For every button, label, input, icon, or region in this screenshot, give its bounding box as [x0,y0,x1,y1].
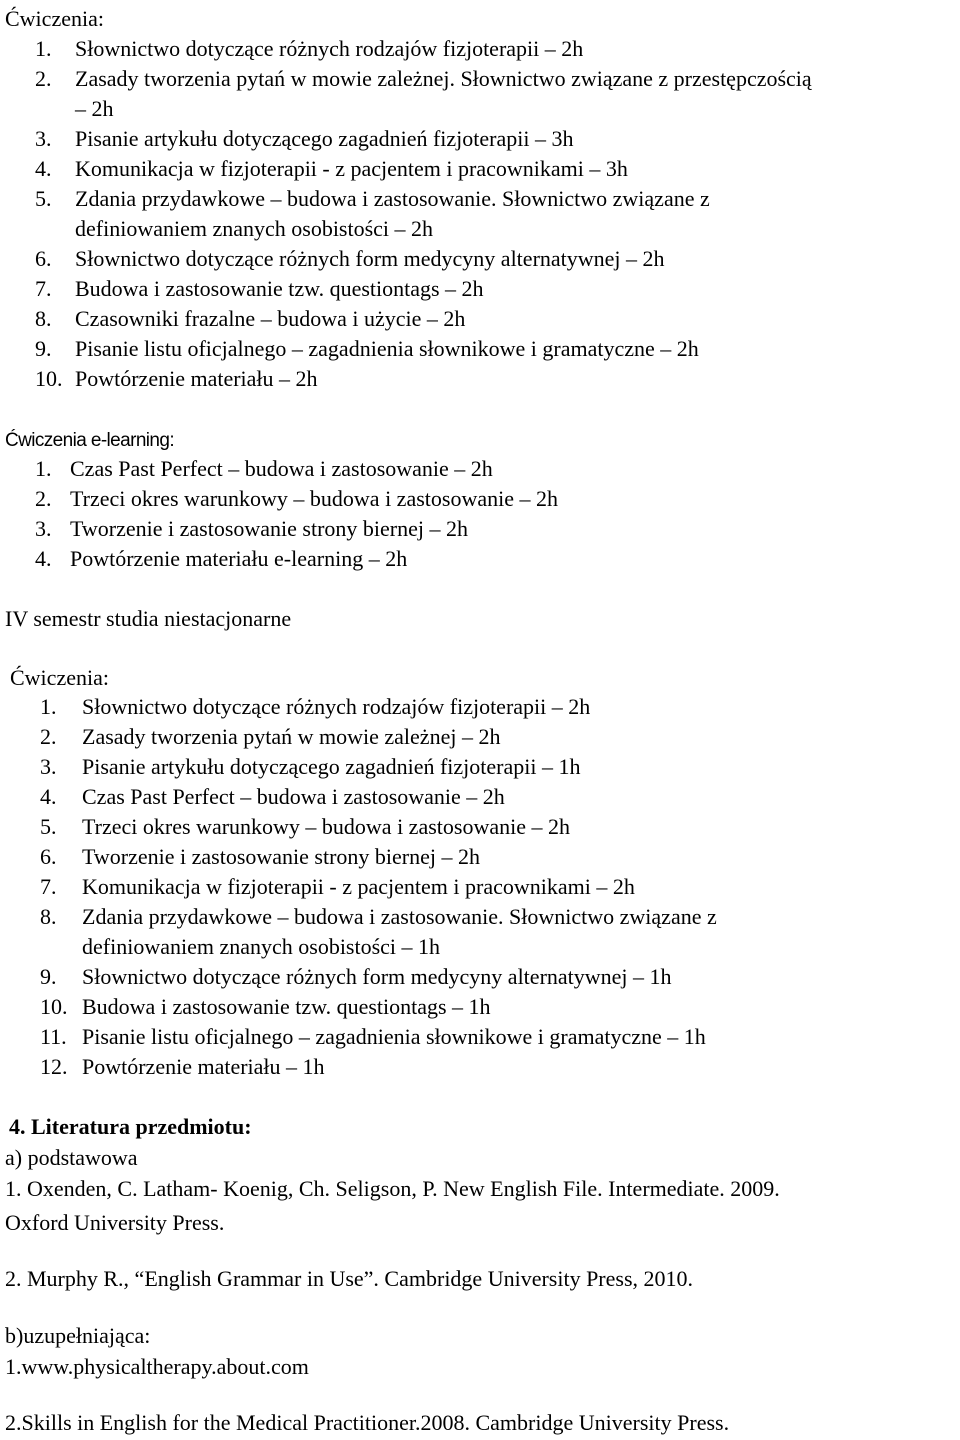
item-number: 10. [40,994,68,1019]
item-text: Powtórzenie materiału – 2h [75,366,318,391]
item-text: Trzeci okres warunkowy – budowa i zastosowanie – 2h [82,814,570,839]
item-number: 3. [35,126,52,151]
item-text: Zasady tworzenia pytań w mowie zależnej. Słownictwo związane z przestępczością [75,66,812,91]
item-number: 7. [40,874,57,899]
item-text: Powtórzenie materiału – 1h [82,1054,325,1079]
item-text: Trzeci okres warunkowy – budowa i zastosowanie – 2h [70,486,558,511]
supplementary-label: b)uzupełniająca: [5,1323,151,1348]
item-text: Pisanie artykułu dotyczącego zagadnień fizjoterapii – 1h [82,754,581,779]
basic-label: a) podstawowa [5,1145,138,1170]
item-number: 10. [35,366,63,391]
item-text: Pisanie listu oficjalnego – zagadnienia słownikowe i gramatyczne – 1h [82,1024,706,1049]
item-continuation: – 2h [75,96,114,121]
list-item [35,336,699,362]
item-number: 2. [40,724,57,749]
item-number: 9. [40,964,57,989]
item-text: Słownictwo dotyczące różnych rodzajów fizjoterapii – 2h [75,36,584,61]
item-number: 2. [35,486,52,511]
list-item [40,724,500,750]
section2-heading: Ćwiczenia e-learning: [5,430,175,451]
item-number: 1. [35,36,52,61]
item-number: 4. [40,784,57,809]
item-number: 9. [35,336,52,361]
item-text: Słownictwo dotyczące różnych rodzajów fizjoterapii – 2h [82,694,591,719]
item-number: 4. [35,156,52,181]
item-number: 6. [35,246,52,271]
item-text: Tworzenie i zastosowanie strony biernej – 2h [70,516,469,541]
list-item [35,186,710,212]
item-number: 1. [40,694,57,719]
item-number: 4. [35,546,52,571]
item-number: 3. [35,516,52,541]
item-text: Tworzenie i zastosowanie strony biernej – 2h [82,844,481,869]
reference-item: 1. Oxenden, C. Latham- Koenig, Ch. Seligson, P. New English File. Intermediate. 2009. [5,1176,780,1201]
list-item [35,126,573,152]
list-item [40,964,672,990]
item-text: Budowa i zastosowanie tzw. questiontags – 1h [82,994,491,1019]
item-continuation: definiowaniem znanych osobistości – 2h [75,216,434,241]
item-number: 2. [35,66,52,91]
item-text: Słownictwo dotyczące różnych form medycyny alternatywnej – 1h [82,964,672,989]
item-number: 12. [40,1054,68,1079]
item-text: Pisanie artykułu dotyczącego zagadnień fizjoterapii – 3h [75,126,574,151]
list-item [40,874,635,900]
item-text: Komunikacja w fizjoterapii - z pacjentem i pracownikami – 2h [82,874,635,899]
list-item [40,994,491,1020]
list-item [35,246,665,272]
reference-item: 2. Murphy R., “English Grammar in Use”. Cambridge University Press, 2010. [5,1266,694,1291]
item-number: 7. [35,276,52,301]
reference-item-continuation: Oxford University Press. [5,1210,225,1235]
item-number: 11. [40,1024,67,1049]
section3-heading: Ćwiczenia: [10,665,109,690]
item-continuation: definiowaniem znanych osobistości – 1h [82,934,441,959]
reference-item: 2.Skills in English for the Medical Practitioner.2008. Cambridge University Press. [5,1410,730,1435]
list-item [35,456,493,482]
reference-link: 1.www.physicaltherapy.about.com [5,1354,309,1379]
section1-heading: Ćwiczenia: [5,6,104,31]
list-item [40,844,480,870]
item-number: 5. [40,814,57,839]
literature-heading: 4. Literatura przedmiotu: [9,1114,252,1139]
list-item [40,1024,706,1050]
list-item [35,276,484,302]
list-item [35,366,318,392]
item-text: Słownictwo dotyczące różnych form medycyny alternatywnej – 2h [75,246,665,271]
list-item [35,66,812,92]
list-item [35,156,628,182]
list-item [40,814,570,840]
item-number: 8. [40,904,57,929]
item-text: Czas Past Perfect – budowa i zastosowanie – 2h [70,456,493,481]
item-text: Zasady tworzenia pytań w mowie zależnej – 2h [82,724,501,749]
item-text: Czasowniki frazalne – budowa i użycie – 2h [75,306,466,331]
item-number: 3. [40,754,57,779]
list-item [40,904,717,930]
item-number: 8. [35,306,52,331]
item-text: Komunikacja w fizjoterapii - z pacjentem i pracownikami – 3h [75,156,628,181]
list-item [40,1054,325,1080]
item-text: Zdania przydawkowe – budowa i zastosowanie. Słownictwo związane z [82,904,717,929]
item-number: 6. [40,844,57,869]
list-item [35,36,583,62]
item-text: Zdania przydawkowe – budowa i zastosowanie. Słownictwo związane z [75,186,710,211]
list-item [40,784,505,810]
list-item [35,516,468,542]
list-item [35,546,407,572]
item-number: 1. [35,456,52,481]
item-number: 5. [35,186,52,211]
list-item [40,754,580,780]
list-item [40,694,590,720]
item-text: Pisanie listu oficjalnego – zagadnienia słownikowe i gramatyczne – 2h [75,336,699,361]
item-text: Czas Past Perfect – budowa i zastosowanie – 2h [82,784,505,809]
item-text: Budowa i zastosowanie tzw. questiontags – 2h [75,276,484,301]
semester-heading: IV semestr studia niestacjonarne [5,606,292,631]
list-item [35,306,465,332]
item-text: Powtórzenie materiału e-learning – 2h [70,546,408,571]
list-item [35,486,558,512]
